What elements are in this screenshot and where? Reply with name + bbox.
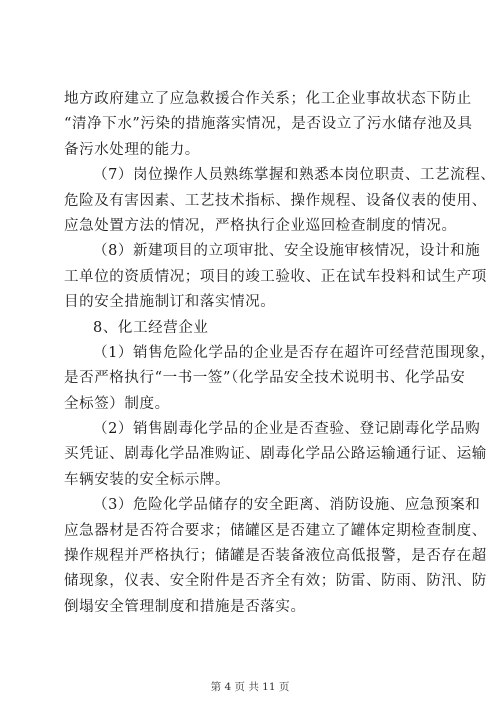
- body-line: 全标签）制度。: [64, 395, 170, 412]
- page-number-footer: 第 4 页 共 11 页: [210, 681, 290, 693]
- body-line: 地方政府建立了应急救援合作关系；化工企业事故状态下防止: [64, 91, 472, 107]
- section-heading: 8、化工经营企业: [93, 319, 209, 336]
- paragraph-start-line: （1）销售危险化学品的企业是否存在超许可经营范围现象，: [93, 344, 496, 361]
- body-line: 应急器材是否符合要求；储罐区是否建立了罐体定期检查制度、: [64, 522, 487, 539]
- body-line: 储现象，仪表、安全附件是否齐全有效；防雷、防雨、防汛、防: [64, 573, 487, 590]
- body-line: 应急处置方法的情况，严格执行企业巡回检查制度的情况。: [64, 217, 457, 234]
- document-body: [64, 87, 496, 620]
- body-line: 目的安全措施制订和落实情况。: [64, 294, 276, 311]
- body-line: 工单位的资质情况；项目的竣工验收、正在试车投料和试生产项: [64, 268, 487, 285]
- paragraph-start-line: （8）新建项目的立项审批、安全设施审核情况，设计和施: [93, 243, 481, 260]
- body-line: 买凭证、剧毒化学品准购证、剧毒化学品公路运输通行证、运输: [64, 446, 487, 463]
- paragraph-start-line: （7）岗位操作人员熟练掌握和熟悉本岗位职责、工艺流程、: [93, 167, 496, 184]
- body-line: 倒塌安全管理制度和措施是否落实。: [64, 598, 306, 615]
- body-line: “清净下水”污染的措施落实情况，是否设立了污水储存池及具: [64, 116, 473, 133]
- paragraph-start-line: （2）销售剧毒化学品的企业是否查验、登记剧毒化学品购: [93, 421, 481, 438]
- body-line: 危险及有害因素、工艺技术指标、操作规程、设备仪表的使用、: [64, 192, 487, 209]
- body-line: 操作规程并严格执行；储罐是否装备液位高低报警，是否存在超: [64, 548, 487, 565]
- body-line: 是否严格执行“一书一签”（化学品安全技术说明书、化学品安: [64, 370, 466, 387]
- body-line: 车辆安装的安全标示牌。: [64, 471, 231, 488]
- paragraph-start-line: （3）危险化学品储存的安全距离、消防设施、应急预案和: [93, 497, 481, 514]
- body-line: 备污水处理的能力。: [64, 141, 200, 158]
